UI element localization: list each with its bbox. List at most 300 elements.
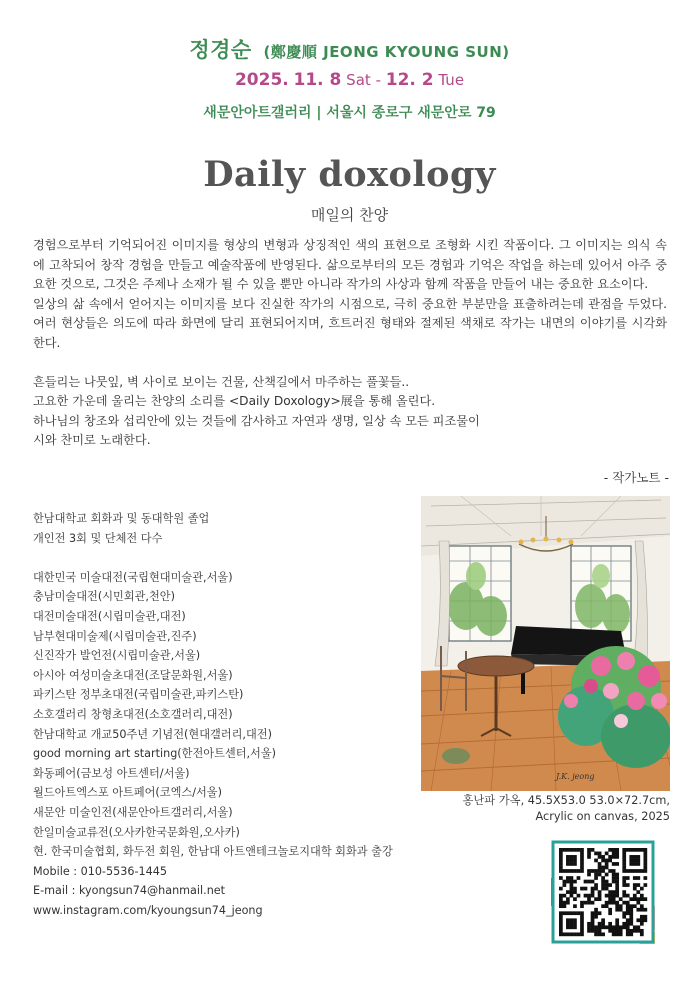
qr-module [629,922,633,926]
qr-module [570,925,574,929]
qr-module [577,894,581,898]
qr-module [636,848,640,852]
qr-module [577,869,581,873]
statement-paragraph: 일상의 삶 속에서 얻어지는 이미지를 보다 진실한 작가의 시점으로, 극히 중요한 부분만을 표출하려는데 관점을 두었다. 여러 현상들은 의도에 따라 화면에 달리 표현되어지며, 흐트러진 형태와 절제된 색채로 작가는 내면의 이야기를 시각화한다. [33,296,667,350]
date-end-day: Tue [438,71,465,89]
qr-module [633,897,637,901]
qr-module [594,876,598,880]
qr-module [587,929,591,933]
artwork-caption [430,793,670,825]
qr-module [598,866,602,870]
qr-module [636,929,640,933]
qr-module [566,862,570,866]
qr-module [601,855,605,859]
qr-module [636,897,640,901]
qr-module [615,883,619,887]
qr-module [612,852,616,856]
qr-module [591,915,595,919]
qr-module [640,848,644,852]
qr-module [570,862,574,866]
qr-module [566,897,570,901]
qr-module [570,869,574,873]
qr-module [626,894,630,898]
qr-module [570,911,574,915]
qr-module [584,887,588,891]
qr-module [584,880,588,884]
qr-module [622,869,626,873]
qr-module [559,922,563,926]
qr-module [622,922,626,926]
qr-module [629,908,633,912]
date-separator: - [375,71,381,89]
qr-module [577,932,581,936]
qr-module [594,869,598,873]
qr-module [573,890,577,894]
qr-code-icon[interactable] [551,840,655,944]
qr-module [601,904,605,908]
qr-module [598,869,602,873]
qr-module [636,876,640,880]
qr-module [594,911,598,915]
artist-korean-name: 정경순 [189,38,252,62]
qr-module [622,925,626,929]
mobile-contact: Mobile : 010-5536-1445 [33,864,167,878]
qr-module [566,918,570,922]
qr-module [580,901,584,905]
qr-module [573,925,577,929]
qr-module [573,869,577,873]
qr-module [587,894,591,898]
qr-module [563,880,567,884]
qr-module [587,852,591,856]
exhibition-history-item: 아시아 여성미술초대전(조달문화원,서울) [33,668,233,682]
qr-module [598,922,602,926]
qr-module [580,848,584,852]
qr-module [605,894,609,898]
artwork-image [421,496,670,791]
qr-module [612,855,616,859]
qr-module [622,859,626,863]
qr-module [608,848,612,852]
qr-module [594,859,598,863]
qr-module [566,890,570,894]
qr-module [563,883,567,887]
qr-module [559,887,563,891]
poem-line: 하나님의 창조와 섭리안에 있는 것들에 감사하고 자연과 생명, 일상 속 모든 피조물이 [33,413,480,428]
qr-module [566,880,570,884]
qr-module [633,859,637,863]
qr-module [626,901,630,905]
qr-module [643,883,647,887]
qr-module [580,915,584,919]
qr-module [615,901,619,905]
qr-module [566,911,570,915]
qr-module [633,876,637,880]
qr-module [608,869,612,873]
qr-module [587,880,591,884]
qr-module [580,855,584,859]
exhibition-history-item: 소호갤러리 창형초대전(소호갤러리,대전) [33,707,233,721]
artist-note-label: - 작가노트 - [603,470,669,485]
qr-module [626,883,630,887]
qr-module [577,876,581,880]
qr-module [594,908,598,912]
exhibition-history-item: 한일미술교류전(오사카한국문화원,오사카) [33,825,240,839]
qr-module [598,932,602,936]
qr-module [605,873,609,877]
qr-module [566,855,570,859]
qr-module [608,901,612,905]
qr-module [570,918,574,922]
qr-module [573,922,577,926]
qr-module [559,869,563,873]
qr-module [559,862,563,866]
qr-module [615,890,619,894]
qr-module [584,894,588,898]
qr-module [559,911,563,915]
qr-module [580,932,584,936]
qr-module [598,890,602,894]
qr-module [570,848,574,852]
qr-module [580,852,584,856]
qr-module [608,897,612,901]
qr-module [598,925,602,929]
qr-module [591,848,595,852]
qr-module [615,908,619,912]
qr-module [608,911,612,915]
qr-module [622,848,626,852]
qr-module [622,855,626,859]
qr-module [573,932,577,936]
qr-module [643,876,647,880]
qr-module [612,929,616,933]
qr-module [570,932,574,936]
qr-module [570,894,574,898]
qr-module [587,922,591,926]
bio-line: 개인전 3회 및 단체전 다수 [33,531,163,545]
qr-module [615,855,619,859]
qr-module [636,918,640,922]
qr-module [605,904,609,908]
qr-module [608,890,612,894]
qr-module [601,925,605,929]
qr-module [640,908,644,912]
qr-module [598,873,602,877]
qr-module [563,904,567,908]
qr-module [633,925,637,929]
qr-module [608,922,612,926]
qr-module [612,890,616,894]
qr-module [591,911,595,915]
qr-module [577,848,581,852]
qr-module [615,873,619,877]
qr-module [622,901,626,905]
qr-module [580,904,584,908]
qr-module [643,866,647,870]
qr-module [633,904,637,908]
qr-module [643,859,647,863]
qr-module [626,904,630,908]
exhibition-history-item: 파키스탄 정부초대전(국립미술관,파키스탄) [33,688,244,702]
qr-module [615,918,619,922]
qr-module [573,862,577,866]
qr-module [559,925,563,929]
qr-module [601,880,605,884]
qr-module [640,929,644,933]
qr-module [580,925,584,929]
current-position: 현. 한국미술협회, 화두전 회원, 한남대 아트앤테크놀로지대학 회화과 출강 [33,845,393,859]
qr-module [598,855,602,859]
qr-module [636,862,640,866]
qr-module [566,901,570,905]
exhibition-history-item: 충남미술대전(시민회관,천안) [33,590,175,604]
qr-module [601,866,605,870]
qr-module [573,880,577,884]
qr-module [605,859,609,863]
qr-module [587,848,591,852]
qr-module [629,918,633,922]
qr-module [612,897,616,901]
qr-module [619,929,623,933]
qr-module [629,855,633,859]
qr-module [622,852,626,856]
qr-module [608,925,612,929]
qr-module [622,876,626,880]
qr-module [622,894,626,898]
qr-module [608,883,612,887]
qr-module [612,932,616,936]
artist-bio [33,509,413,920]
qr-module [619,904,623,908]
qr-module [636,890,640,894]
qr-module [601,918,605,922]
qr-module [566,869,570,873]
qr-module [587,925,591,929]
qr-module [626,922,630,926]
qr-module [640,932,644,936]
qr-module [591,922,595,926]
qr-module [619,932,623,936]
instagram-link[interactable]: www.instagram.com/kyoungsun74_jeong [33,903,263,917]
qr-module [615,929,619,933]
qr-module [584,901,588,905]
qr-module [636,855,640,859]
qr-module [570,880,574,884]
qr-module [605,901,609,905]
qr-module [640,894,644,898]
qr-module [601,876,605,880]
qr-module [563,911,567,915]
qr-module [619,925,623,929]
qr-module [626,848,630,852]
qr-module [594,915,598,919]
qr-module [626,908,630,912]
qr-module [615,852,619,856]
qr-module [570,890,574,894]
qr-module [612,869,616,873]
qr-module [636,883,640,887]
qr-module [615,848,619,852]
qr-module [598,911,602,915]
qr-module [559,932,563,936]
qr-module [559,852,563,856]
exhibition-subtitle: 매일의 찬양 [310,206,389,224]
qr-module [559,855,563,859]
qr-module [563,901,567,905]
qr-module [612,876,616,880]
qr-module [605,852,609,856]
qr-module [643,897,647,901]
qr-module [580,918,584,922]
qr-module [640,887,644,891]
qr-module [566,932,570,936]
qr-module [580,887,584,891]
qr-code-block[interactable] [551,840,655,944]
qr-module [615,904,619,908]
qr-module [573,848,577,852]
poem-line: 시와 찬미로 노래한다. [33,433,151,447]
qr-module [591,887,595,891]
artist-statement [33,236,667,451]
qr-module [633,848,637,852]
qr-module [615,876,619,880]
qr-module [573,904,577,908]
qr-module [587,901,591,905]
qr-module [605,862,609,866]
qr-module [598,929,602,933]
qr-module [573,887,577,891]
qr-module [626,929,630,933]
qr-module [633,894,637,898]
qr-module [573,911,577,915]
qr-module [636,869,640,873]
qr-module [566,876,570,880]
qr-module [640,897,644,901]
qr-module [605,880,609,884]
qr-module [612,925,616,929]
qr-module [626,869,630,873]
qr-module [573,859,577,863]
qr-module [633,929,637,933]
qr-module [629,932,633,936]
qr-module [573,897,577,901]
date-start-day: Sat [346,71,371,89]
qr-module [629,869,633,873]
qr-module [629,862,633,866]
qr-module [608,855,612,859]
qr-module [633,862,637,866]
qr-module [629,897,633,901]
exhibition-history-item: 대한민국 미술대전(국립현대미술관,서울) [33,570,233,584]
caption-line: Acrylic on canvas, 2025 [535,810,670,823]
exhibition-history-item: 화동페어(금보성 아트센터/서울) [33,766,190,780]
qr-module [580,859,584,863]
qr-module [559,859,563,863]
artist-romanized-name: (鄭慶順 JEONG KYOUNG SUN) [263,43,510,61]
qr-module [633,887,637,891]
qr-module [563,848,567,852]
qr-module [591,880,595,884]
qr-module [643,852,647,856]
qr-module [598,862,602,866]
qr-module [636,925,640,929]
qr-module [559,918,563,922]
qr-module [598,897,602,901]
qr-module [636,908,640,912]
qr-module [605,887,609,891]
qr-module [587,873,591,877]
qr-module [608,859,612,863]
qr-module [615,922,619,926]
qr-module [622,883,626,887]
qr-module [570,859,574,863]
qr-module [619,908,623,912]
qr-module [580,862,584,866]
qr-module [626,925,630,929]
email-contact[interactable]: E-mail : kyongsun74@hanmail.net [33,884,226,898]
qr-module [587,897,591,901]
qr-module [615,880,619,884]
qr-module [643,918,647,922]
qr-module [594,897,598,901]
qr-module [643,855,647,859]
qr-module [566,922,570,926]
qr-module [643,908,647,912]
qr-module [601,922,605,926]
qr-module [633,883,637,887]
date-year: 2025. [234,70,289,90]
qr-module [559,929,563,933]
exhibition-history-item: 월드아트엑스포 아트페어(코엑스/서울) [33,786,222,800]
qr-module [580,866,584,870]
qr-module [577,911,581,915]
qr-module [640,922,644,926]
artwork-signature: J.K. jeong [556,772,595,781]
qr-module [591,918,595,922]
exhibition-history-item: 신진작가 발언전(시립미술관,서울) [33,649,201,663]
qr-module [591,925,595,929]
qr-module [591,869,595,873]
qr-module [570,922,574,926]
qr-module [580,911,584,915]
qr-module [601,859,605,863]
qr-module [559,904,563,908]
qr-module [573,918,577,922]
caption-line: 홍난파 가옥, 45.5X53.0 53.0×72.7cm, [462,794,670,807]
qr-module [622,866,626,870]
qr-module [587,855,591,859]
qr-module [598,852,602,856]
qr-module [640,915,644,919]
exhibition-title: Daily doxology [203,154,496,195]
qr-module [594,883,598,887]
exhibition-history-item: 대전미술대전(시립미술관,대전) [33,609,186,623]
qr-module [615,894,619,898]
qr-module [601,883,605,887]
qr-module [629,859,633,863]
qr-module [580,869,584,873]
qr-module [605,883,609,887]
qr-module [570,855,574,859]
qr-module [622,890,626,894]
qr-module [591,890,595,894]
qr-module [615,862,619,866]
qr-module [633,869,637,873]
qr-module [626,918,630,922]
exhibition-dates [0,70,699,90]
qr-module [601,887,605,891]
artist-name [0,34,699,64]
